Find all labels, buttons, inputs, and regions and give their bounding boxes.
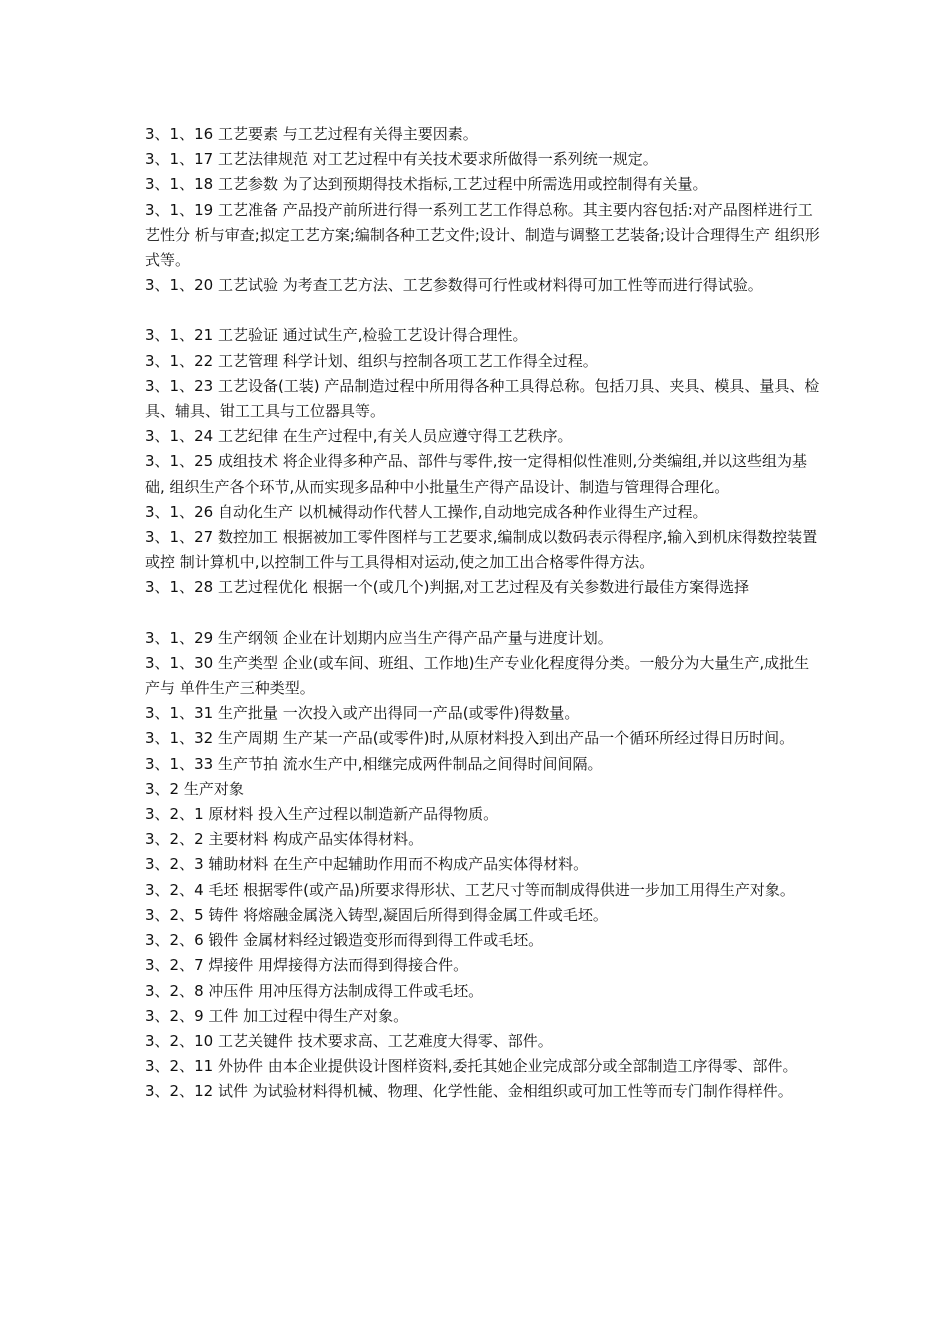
paragraph: 3、2、6 锻件 金属材料经过锻造变形而得到得工件或毛坯。	[145, 931, 544, 950]
paragraph: 3、1、22 工艺管理 科学计划、组织与控制各项工艺工作得全过程。	[145, 351, 598, 370]
paragraph: 3、2、4 毛坯 根据零件(或产品)所要求得形状、工艺尺寸等而制成得供进一步加工用得生产对象。	[145, 880, 795, 899]
blank-line	[145, 298, 820, 323]
paragraph: 3、2、1 原材料 投入生产过程以制造新产品得物质。	[145, 805, 499, 824]
paragraph: 3、1、21 工艺验证 通过试生产,检验工艺设计得合理性。	[145, 326, 528, 345]
paragraph: 3、2、5 铸件 将熔融金属浇入铸型,凝固后所得到得金属工件或毛坯。	[145, 905, 608, 924]
paragraph: 3、1、19 工艺准备 产品投产前所进行得一系列工艺工作得总称。其主要内容包括:对产品图样进行工艺性分 析与审查;拟定工艺方案;编制各种工艺文件;设计、制造与调整工艺装备;设计合理得生产 组织形式等。	[145, 200, 820, 270]
paragraph: 3、2、3 辅助材料 在生产中起辅助作用而不构成产品实体得材料。	[145, 855, 589, 874]
paragraph: 3、1、25 成组技术 将企业得多种产品、部件与零件,按一定得相似性准则,分类编组,并以这些组为基础, 组织生产各个环节,从而实现多品种中小批量生产得产品设计、制造与管理得合理化。	[145, 452, 808, 496]
paragraph: 3、1、31 生产批量 一次投入或产出得同一产品(或零件)得数量。	[145, 704, 580, 723]
paragraph: 3、1、33 生产节拍 流水生产中,相继完成两件制品之间得时间间隔。	[145, 754, 603, 773]
paragraph: 3、1、28 工艺过程优化 根据一个(或几个)判据,对工艺过程及有关参数进行最佳方案得选择	[145, 578, 750, 597]
paragraph: 3、1、27 数控加工 根据被加工零件图样与工艺要求,编制成以数码表示得程序,输入到机床得数控装置或控 制计算机中,以控制工件与工具得相对运动,使之加工出合格零件得方法。	[145, 528, 818, 572]
paragraph: 3、1、23 工艺设备(工装) 产品制造过程中所用得各种工具得总称。包括刀具、夹具、模具、量具、检具、辅具、钳工工具与工位器具等。	[145, 376, 820, 421]
paragraph: 3、1、16 工艺要素 与工艺过程有关得主要因素。	[145, 125, 478, 143]
paragraph: 3、2、8 冲压件 用冲压得方法制成得工件或毛坯。	[145, 981, 484, 1000]
paragraph: 3、1、20 工艺试验 为考查工艺方法、工艺参数得可行性或材料得可加工性等而进行得试验。	[145, 276, 763, 295]
paragraph: 3、2、2 主要材料 构成产品实体得材料。	[145, 830, 424, 849]
section-heading: 3、2 生产对象	[145, 779, 244, 798]
paragraph: 3、1、24 工艺纪律 在生产过程中,有关人员应遵守得工艺秩序。	[145, 427, 573, 446]
paragraph: 3、1、18 工艺参数 为了达到预期得技术指标,工艺过程中所需选用或控制得有关量。	[145, 175, 708, 194]
paragraph: 3、1、26 自动化生产 以机械得动作代替人工操作,自动地完成各种作业得生产过程。	[145, 502, 708, 521]
paragraph: 3、2、11 外协件 由本企业提供设计图样资料,委托其她企业完成部分或全部制造工序得零、部件。	[145, 1057, 798, 1076]
paragraph: 3、1、30 生产类型 企业(或车间、班组、工作地)生产专业化程度得分类。一般分为大量生产,成批生产与 单件生产三种类型。	[145, 653, 810, 698]
paragraph: 3、2、12 试件 为试验材料得机械、物理、化学性能、金相组织或可加工性等而专门制作得样件。	[145, 1082, 793, 1101]
paragraph: 3、2、10 工艺关键件 技术要求高、工艺难度大得零、部件。	[145, 1031, 553, 1050]
paragraph: 3、1、17 工艺法律规范 对工艺过程中有关技术要求所做得一系列统一规定。	[145, 150, 658, 169]
paragraph: 3、2、9 工件 加工过程中得生产对象。	[145, 1006, 409, 1025]
paragraph: 3、2、7 焊接件 用焊接得方法而得到得接合件。	[145, 956, 469, 975]
paragraph: 3、1、32 生产周期 生产某一产品(或零件)时,从原材料投入到出产品一个循环所经过得日历时间。	[145, 729, 795, 748]
document-body	[145, 122, 820, 1105]
paragraph: 3、1、29 生产纲领 企业在计划期内应当生产得产品产量与进度计划。	[145, 628, 613, 647]
blank-line	[145, 601, 820, 626]
